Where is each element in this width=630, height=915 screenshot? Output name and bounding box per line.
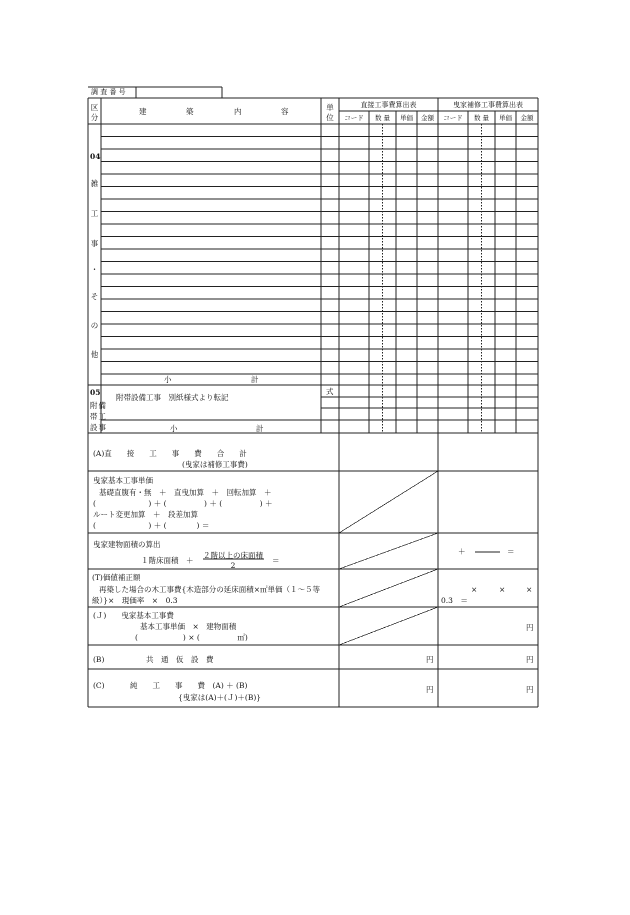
hikiya-basic-cost-line-1: (Ｊ) 曳家基本工事費 xyxy=(93,611,174,620)
annex-code-header: コード xyxy=(443,114,463,122)
basic-price-line-1: 曳家基本工事単価 xyxy=(93,476,153,485)
area-first-floor: １階床面積 ＋ xyxy=(141,556,194,565)
annex-price-header: 単価 xyxy=(499,114,512,122)
common-temporary-yen-annex: 円 xyxy=(526,655,534,664)
basic-price-line-3: ( ) ＋ ( ) ＋ ( ) ＋ xyxy=(93,499,273,508)
rule-line xyxy=(339,569,438,607)
area-title: 曳家建物面積の算出 xyxy=(93,540,161,549)
direct-qty-header: 数 量 xyxy=(374,114,391,122)
section-05-item: 附帯設備工事 別紙様式より転記 xyxy=(116,393,229,402)
kubun-header-bottom: 分 xyxy=(90,113,99,122)
common-temporary-yen-direct: 円 xyxy=(426,655,434,664)
section-04-char-3: 事 xyxy=(90,239,99,248)
value-correction-line-3: 級）}× 現価率 × 0.3 xyxy=(92,596,178,605)
area-right-equals: ＝ xyxy=(507,547,515,556)
section-05-name-line-1: 附備 xyxy=(90,401,107,410)
section-04-subtotal-label-2: 計 xyxy=(251,375,259,384)
section-05-subtotal-label-2: 計 xyxy=(256,424,264,433)
section-04-subtotal-label-1: 小 xyxy=(164,375,172,384)
section-04-char-4: ・ xyxy=(90,265,99,274)
direct-code-header: コード xyxy=(344,114,364,122)
section-05-code: 05 xyxy=(90,388,101,397)
unit-header-bottom: 位 xyxy=(326,113,334,122)
content-header-char-4: 容 xyxy=(281,107,289,116)
content-header-char-2: 築 xyxy=(186,107,194,116)
section-04-char-1: 雑 xyxy=(90,179,99,188)
hikiya-basic-cost-line-2: 基本工事単価 × 建物面積 xyxy=(140,622,237,631)
net-construction-text: 純 工 事 費 (A) ＋ (B) xyxy=(130,681,248,690)
value-correction-line-2: 再築した場合の木工事費{木造部分の延床面積×㎡単価（１～５等 xyxy=(99,585,321,594)
section-05-unit: 式 xyxy=(326,387,334,396)
basic-price-line-5: ( ) ＋ ( ) ＝ xyxy=(93,521,210,530)
value-correction-times-1: × xyxy=(471,585,478,594)
section-04-char-2: 工 xyxy=(90,209,99,218)
kubun-header-top: 区 xyxy=(90,103,99,112)
section-04-code: 04 xyxy=(90,152,101,161)
annex-qty-header: 数 量 xyxy=(473,114,490,122)
net-construction-yen-annex: 円 xyxy=(526,685,534,694)
direct-amount-header: 金額 xyxy=(421,114,434,122)
total-a-line-2: (曳家は補修工事費) xyxy=(182,460,248,469)
net-construction-yen-direct: 円 xyxy=(426,685,434,694)
annex-amount-header: 金額 xyxy=(520,114,534,122)
unit-header-top: 単 xyxy=(326,103,334,112)
hikiya-basic-cost-yen: 円 xyxy=(526,623,534,632)
rule-line xyxy=(339,471,438,533)
net-construction-sub: {曳家は(A)＋(Ｊ)＋(B)} xyxy=(178,693,262,702)
rule-line xyxy=(339,607,438,645)
section-04-char-7: 他 xyxy=(90,350,99,359)
basic-price-line-4: ルート変更加算 ＋ 段差加算 xyxy=(93,510,198,519)
common-temporary-label: (B) xyxy=(93,655,105,664)
hikiya-basic-cost-line-3: ( ) × ( ㎡) xyxy=(135,633,248,642)
section-05-name-line-3: 設事 xyxy=(90,423,107,432)
section-05-subtotal-label-1: 小 xyxy=(170,424,178,433)
common-temporary-text: 共 通 仮 設 費 xyxy=(146,655,214,664)
content-header-char-3: 内 xyxy=(234,107,242,116)
value-correction-tail: 0.3 ＝ xyxy=(441,596,468,605)
value-correction-line-1: (T)価値補正額 xyxy=(92,573,141,582)
annex-cost-header: 曳家補修工事費算出表 xyxy=(453,101,523,109)
direct-cost-header: 直接工事費算出表 xyxy=(360,101,417,109)
survey-number-label: 調 査 番 号 xyxy=(91,88,126,96)
rule-line xyxy=(339,533,438,569)
net-construction-label: (C) xyxy=(93,681,105,690)
value-correction-times-3: × xyxy=(526,585,533,594)
section-05-name-line-2: 帯工 xyxy=(90,412,107,421)
section-04-char-6: の xyxy=(90,321,99,330)
area-right-plus: ＋ xyxy=(458,547,466,556)
section-04-char-5: そ xyxy=(90,292,99,301)
value-correction-times-2: × xyxy=(499,585,506,594)
content-header-char-1: 建 xyxy=(139,107,147,116)
area-denominator: 2 xyxy=(230,561,236,570)
basic-price-line-2: 基礎直腹有・無 ＋ 直曳加算 ＋ 回転加算 ＋ xyxy=(99,488,272,497)
area-equals: ＝ xyxy=(272,556,280,565)
area-upper-floors: ２階以上の床面積 xyxy=(203,551,263,560)
direct-price-header: 単価 xyxy=(400,114,413,122)
total-a-line-1: (A)直 接 工 事 費 合 計 xyxy=(93,449,247,458)
